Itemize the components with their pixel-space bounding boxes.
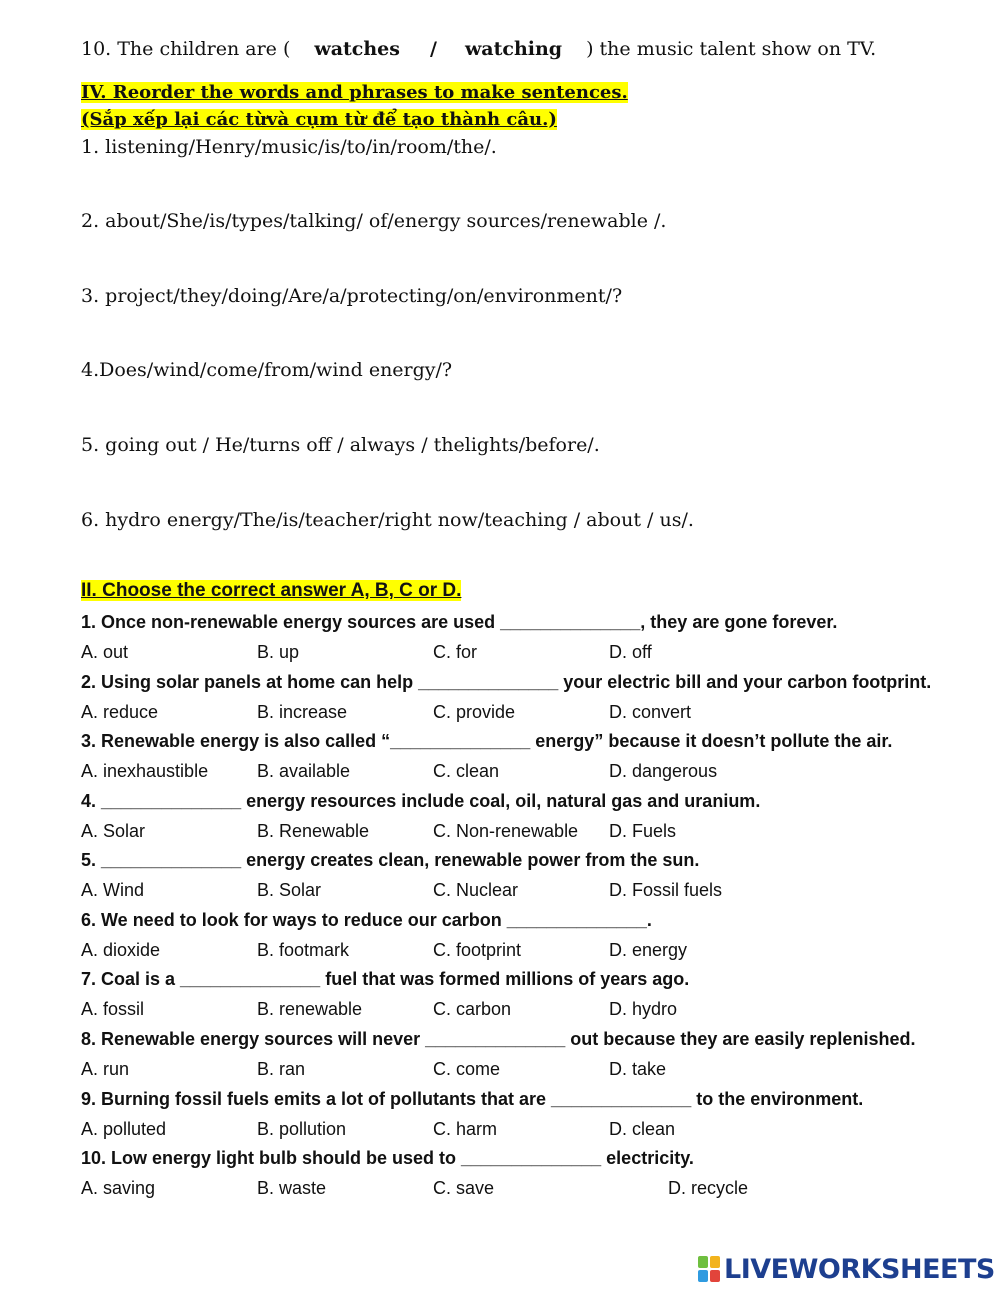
section-ii-heading (81, 580, 461, 602)
mcq-4-option-b[interactable]: B. Renewable (257, 821, 370, 841)
mcq-question-9: 9. Burning fossil fuels emits a lot of pollutants that are ______________ to the environment. (81, 1089, 864, 1109)
mcq-10-option-c[interactable]: C. save (433, 1178, 495, 1198)
mcq-6-option-c[interactable]: C. footprint (433, 940, 522, 960)
mcq-question-1: 1. Once non-renewable energy sources are used ______________, they are gone forever. (81, 612, 838, 632)
mcq-options-3 (81, 761, 941, 785)
mcq-8-option-a[interactable]: A. run (81, 1059, 130, 1079)
reorder-item-4: 4.Does/wind/come/from/wind energy/? (81, 359, 453, 381)
mcq-3-option-d[interactable]: D. dangerous (609, 761, 718, 781)
mcq-5-option-c[interactable]: C. Nuclear (433, 880, 519, 900)
mcq-question-10: 10. Low energy light bulb should be used to ______________ electricity. (81, 1148, 694, 1168)
mcq-10-option-a[interactable]: A. saving (81, 1178, 156, 1198)
q10-option-watches[interactable]: watches (314, 38, 400, 60)
mcq-9-option-d[interactable]: D. clean (609, 1119, 676, 1139)
mcq-1-option-a[interactable]: A. out (81, 642, 129, 662)
mcq-options-1 (81, 642, 941, 666)
mcq-6-option-d[interactable]: D. energy (609, 940, 688, 960)
mcq-6-option-b[interactable]: B. footmark (257, 940, 350, 960)
mcq-5-option-d[interactable]: D. Fossil fuels (609, 880, 723, 900)
reorder-item-3: 3. project/they/doing/Are/a/protecting/on/environment/? (81, 285, 623, 307)
mcq-9-option-a[interactable]: A. polluted (81, 1119, 167, 1139)
mcq-question-2: 2. Using solar panels at home can help ______________ your electric bill and your carbon footprint. (81, 672, 932, 692)
mcq-7-option-d[interactable]: D. hydro (609, 999, 678, 1019)
mcq-2-option-d[interactable]: D. convert (609, 702, 692, 722)
mcq-8-option-d[interactable]: D. take (609, 1059, 667, 1079)
mcq-question-5: 5. ______________ energy creates clean, renewable power from the sun. (81, 850, 700, 870)
mcq-7-option-c[interactable]: C. carbon (433, 999, 512, 1019)
mcq-3-option-b[interactable]: B. available (257, 761, 351, 781)
mcq-question-4: 4. ______________ energy resources include coal, oil, natural gas and uranium. (81, 791, 761, 811)
liveworksheets-brand (698, 1252, 995, 1286)
question-10-choice (81, 38, 876, 60)
mcq-8-option-c[interactable]: C. come (433, 1059, 501, 1079)
mcq-10-option-d[interactable]: D. recycle (668, 1178, 749, 1198)
mcq-question-8: 8. Renewable energy sources will never ______________ out because they are easily replenished. (81, 1029, 916, 1049)
mcq-7-option-a[interactable]: A. fossil (81, 999, 145, 1019)
section-iv-heading-text: IV. Reorder the words and phrases to make sentences. (81, 82, 628, 103)
mcq-10-option-b[interactable]: B. waste (257, 1178, 327, 1198)
mcq-8-option-b[interactable]: B. ran (257, 1059, 306, 1079)
mcq-2-option-a[interactable]: A. reduce (81, 702, 159, 722)
mcq-4-option-a[interactable]: A. Solar (81, 821, 146, 841)
reorder-item-2: 2. about/She/is/types/talking/ of/energy sources/renewable /. (81, 210, 667, 232)
mcq-4-option-c[interactable]: C. Non-renewable (433, 821, 579, 841)
q10-slash: / (429, 38, 437, 60)
q10-prefix: 10. The children are ( (81, 38, 291, 60)
mcq-question-3: 3. Renewable energy is also called “______________ energy” because it doesn’t pollute the air. (81, 731, 893, 751)
reorder-item-5: 5. going out / He/turns off / always / thelights/before/. (81, 434, 600, 456)
mcq-9-option-c[interactable]: C. harm (433, 1119, 498, 1139)
mcq-options-10 (81, 1178, 941, 1202)
mcq-options-4 (81, 821, 941, 845)
mcq-9-option-b[interactable]: B. pollution (257, 1119, 347, 1139)
mcq-options-9 (81, 1119, 941, 1143)
reorder-item-1: 1. listening/Henry/music/is/to/in/room/the/. (81, 136, 497, 158)
section-iv-heading (81, 82, 628, 103)
mcq-2-option-c[interactable]: C. provide (433, 702, 516, 722)
q10-option-watching[interactable]: watching (464, 38, 563, 60)
mcq-5-option-b[interactable]: B. Solar (257, 880, 322, 900)
mcq-6-option-a[interactable]: A. dioxide (81, 940, 161, 960)
mcq-7-option-b[interactable]: B. renewable (257, 999, 363, 1019)
mcq-options-2 (81, 702, 941, 726)
mcq-question-7: 7. Coal is a ______________ fuel that was formed millions of years ago. (81, 969, 690, 989)
section-iv-heading-vi (81, 109, 557, 130)
reorder-item-6: 6. hydro energy/The/is/teacher/right now/teaching / about / us/. (81, 509, 694, 531)
mcq-question-6: 6. We need to look for ways to reduce our carbon ______________. (81, 910, 652, 930)
section-ii-heading-text: II. Choose the correct answer A, B, C or D. (81, 580, 462, 601)
mcq-1-option-b[interactable]: B. up (257, 642, 300, 662)
mcq-options-8 (81, 1059, 941, 1083)
section-iv-heading-vi-text: (Sắp xếp lại các từvà cụm từ để tạo thành câu.) (81, 109, 557, 130)
q10-suffix: ) the music talent show on TV. (586, 38, 877, 60)
mcq-options-7 (81, 999, 941, 1023)
brand-name: LIVEWORKSHEETS (724, 1253, 995, 1285)
mcq-options-6 (81, 940, 941, 964)
mcq-1-option-c[interactable]: C. for (433, 642, 478, 662)
mcq-5-option-a[interactable]: A. Wind (81, 880, 145, 900)
mcq-3-option-c[interactable]: C. clean (433, 761, 500, 781)
liveworksheets-logo-icon (698, 1256, 720, 1282)
mcq-options-5 (81, 880, 941, 904)
mcq-2-option-b[interactable]: B. increase (257, 702, 348, 722)
mcq-1-option-d[interactable]: D. off (609, 642, 652, 662)
mcq-3-option-a[interactable]: A. inexhaustible (81, 761, 209, 781)
mcq-4-option-d[interactable]: D. Fuels (609, 821, 677, 841)
